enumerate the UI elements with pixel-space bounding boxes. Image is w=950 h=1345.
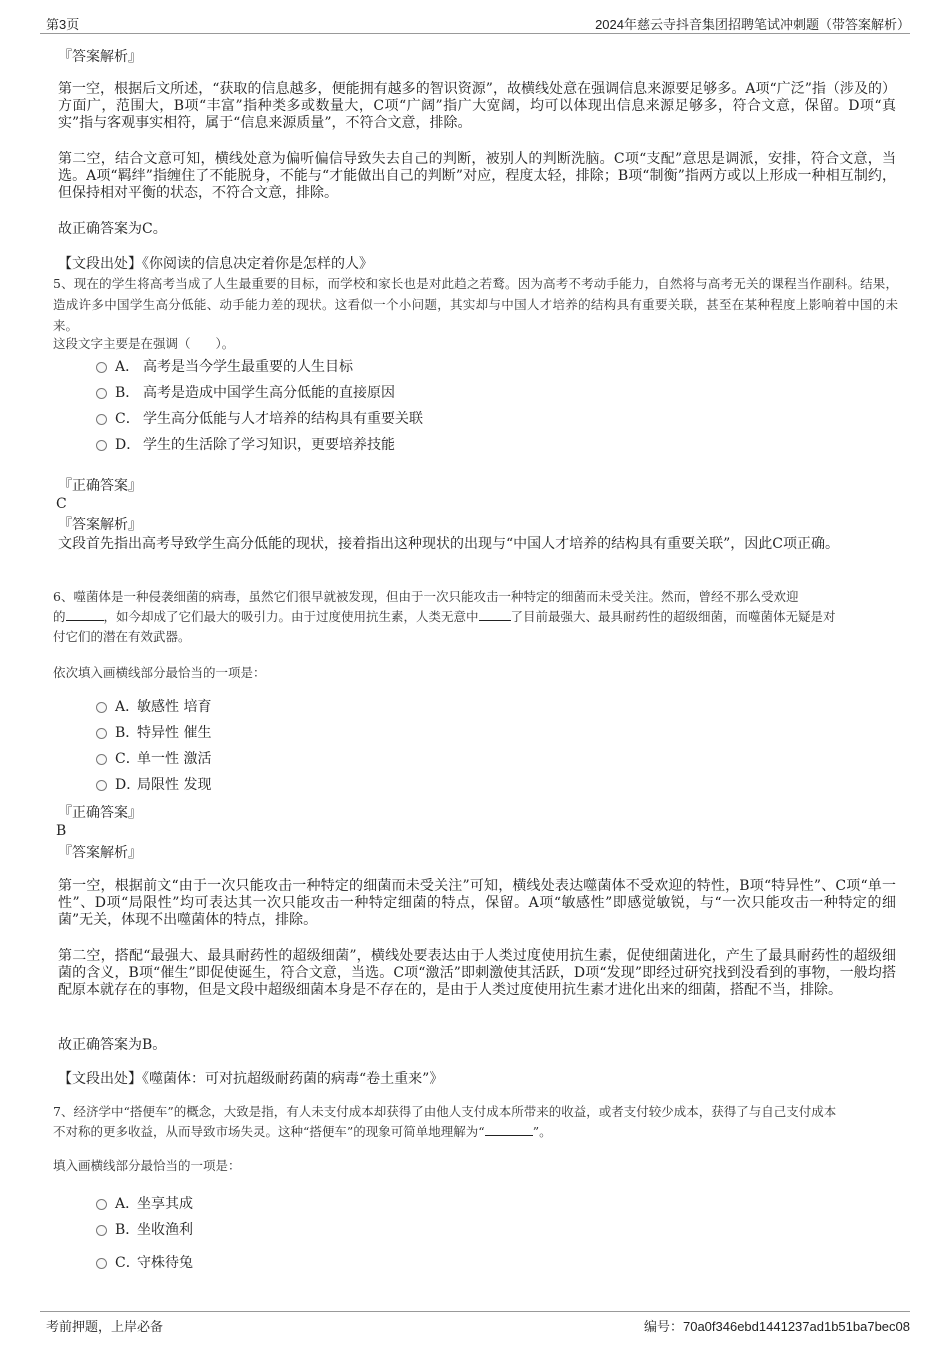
document-title: 2024年慈云寺抖音集团招聘笔试冲刺题（带答案解析） — [595, 17, 910, 32]
option-letter: C． — [115, 751, 140, 767]
option-d[interactable] — [96, 776, 211, 794]
radio-icon[interactable] — [96, 1199, 107, 1210]
option-d[interactable] — [96, 436, 395, 454]
document-code: 编号：70a0f346ebd1441237ad1b51ba7bec08 — [643, 1319, 910, 1334]
option-letter: D． — [115, 777, 141, 793]
conclusion: 故正确答案为B。 — [58, 1037, 167, 1053]
page-footer — [40, 1311, 910, 1334]
option-text: 守株待兔 — [137, 1255, 193, 1271]
option-letter: A． — [115, 359, 140, 375]
question-prompt: 填入画横线部分最恰当的一项是： — [53, 1158, 241, 1173]
option-letter: B． — [115, 385, 140, 401]
fill-blank — [485, 1123, 533, 1136]
radio-icon[interactable] — [96, 440, 107, 451]
analysis-paragraph: 文段首先指出高考导致学生高分低能的现状，接着指出这种现状的出现与“中国人才培养的结构具有重要关联”，因此C项正确。 — [58, 536, 840, 552]
page-header — [40, 0, 910, 34]
radio-icon[interactable] — [96, 780, 107, 791]
analysis-paragraph: 第二空，搭配“最强大、最具耐药性的超级细菌”，横线处要表达由于人类过度使用抗生素，促使细菌进化，产生了最具耐药性的超级细菌的含义，B项“催生”即促使诞生，符合文意，当选。C项“激活”即刺激使其活跃，D项“发现”即经过研究找到没看到的事物，一般均搭配原本就存在的事物，但是文段中超级细菌本身是不存在的，是由于人类过度使用抗生素才进化出来的细菌，搭配不当，排除。 — [58, 948, 896, 998]
analysis-paragraph: 第一空，根据后文所述，“获取的信息越多，便能拥有越多的智识资源”，故横线处意在强调信息来源要足够多。A项“广泛”指（涉及的）方面广，范围大，B项“丰富”指种类多或数量大，C项“广阔”指广大宽阔，均可以体现出信息来源足够多，符合文意，保留。D项“真实”指与客观事实相符，属于“信息来源质量”，不符合文意，排除。 — [58, 81, 896, 131]
radio-icon[interactable] — [96, 388, 107, 399]
radio-icon[interactable] — [96, 362, 107, 373]
analysis-paragraph: 第二空，结合文意可知，横线处意为偏听偏信导致失去自己的判断，被别人的判断洗脑。C项“支配”意思是调派，安排，符合文意，当选。A项“羁绊”指缠住了不能脱身，不能与“才能做出自己的判断”对应，程度太轻，排除；B项“制衡”指两方或以上形成一种相互制约，但保持相对平衡的状态，不符合文意，排除。 — [58, 151, 896, 201]
fill-blank — [479, 608, 511, 621]
option-letter: C． — [115, 411, 140, 427]
radio-icon[interactable] — [96, 754, 107, 765]
radio-icon[interactable] — [96, 1225, 107, 1236]
question-stem: 6、噬菌体是一种侵袭细菌的病毒，虽然它们很早就被发现，但由于一次只能攻击一种特定的细菌而未受关注。然而，曾经不那么受欢迎 — [53, 589, 799, 604]
option-text: 高考是当今学生最重要的人生目标 — [143, 359, 353, 375]
option-a[interactable] — [96, 358, 353, 376]
option-b[interactable] — [96, 724, 211, 742]
option-b[interactable] — [96, 384, 395, 402]
option-text: 学生的生活除了学习知识，更要培养技能 — [143, 437, 395, 453]
question-prompt: 依次填入画横线部分最恰当的一项是： — [53, 665, 266, 680]
option-text: 高考是造成中国学生高分低能的直接原因 — [143, 385, 395, 401]
option-letter: C． — [115, 1255, 140, 1271]
question-stem-line: 的 ，如今却成了它们最大的吸引力。由于过度使用抗生素，人类无意中 了目前最强大、最具耐药性的超级细菌，而噬菌体无疑是对 — [53, 609, 836, 624]
option-text: 学生高分低能与人才培养的结构具有重要关联 — [143, 411, 423, 427]
option-c[interactable] — [96, 1254, 193, 1272]
conclusion: 故正确答案为C。 — [58, 221, 167, 237]
correct-answer: C — [56, 496, 67, 512]
analysis-label: 『答案解析』 — [58, 517, 142, 533]
option-letter: B． — [115, 1222, 140, 1238]
radio-icon[interactable] — [96, 728, 107, 739]
page-number: 第3页 — [46, 17, 80, 32]
source-citation: 【文段出处】《你阅读的信息决定着你是怎样的人》 — [58, 256, 373, 272]
question-stem-line: 不对称的更多收益，从而导致市场失灵。这种“搭便车”的现象可简单地理解为“ ”。 — [53, 1124, 552, 1139]
analysis-label: 『答案解析』 — [58, 845, 142, 861]
answer-label: 『正确答案』 — [58, 478, 142, 494]
option-letter: A． — [115, 699, 140, 715]
footer-slogan: 考前押题，上岸必备 — [46, 1319, 164, 1334]
analysis-label: 『答案解析』 — [58, 49, 142, 65]
option-text: 局限性 发现 — [137, 777, 212, 793]
analysis-paragraph: 第一空，根据前文“由于一次只能攻击一种特定的细菌而未受关注”可知，横线处表达噬菌体不受欢迎的特性，B项“特异性”、C项“单一性”、D项“局限性”均可表达其一次只能攻击一种特定细菌的特点，保留。A项“敏感性”即感觉敏锐，与“一次只能攻击一种特定的细菌”无关，体现不出噬菌体的特点，排除。 — [58, 878, 896, 928]
option-letter: A． — [115, 1196, 140, 1212]
option-text: 敏感性 培育 — [137, 699, 212, 715]
correct-answer: B — [56, 823, 67, 839]
option-text: 坐享其成 — [137, 1196, 193, 1212]
source-citation: 【文段出处】《噬菌体：可对抗超级耐药菌的病毒“卷土重来”》 — [58, 1071, 444, 1087]
question-stem: 付它们的潜在有效武器。 — [53, 629, 191, 644]
option-c[interactable] — [96, 750, 211, 768]
option-letter: B． — [115, 725, 140, 741]
option-letter: D． — [115, 437, 141, 453]
radio-icon[interactable] — [96, 702, 107, 713]
radio-icon[interactable] — [96, 1258, 107, 1269]
question-prompt: 这段文字主要是在强调（ ）。 — [53, 336, 235, 351]
radio-icon[interactable] — [96, 414, 107, 425]
question-stem: 5、现在的学生将高考当成了人生最重要的目标，而学校和家长也是对此趋之若鹜。因为高考不考动手能力，自然将与高考无关的课程当作副科。结果，造成许多中国学生高分低能、动手能力差的现状。这看似一个小问题，其实却与中国人才培养的结构具有重要关联，甚至在某种程度上影响着中国的未来。 — [53, 276, 898, 333]
option-text: 单一性 激活 — [137, 751, 212, 767]
fill-blank — [66, 608, 104, 621]
answer-label: 『正确答案』 — [58, 805, 142, 821]
question-stem: 7、经济学中“搭便车”的概念，大致是指，有人未支付成本却获得了由他人支付成本所带来的收益，或者支付较少成本，获得了与自己支付成本 — [53, 1104, 837, 1119]
option-text: 特异性 催生 — [137, 725, 212, 741]
option-text: 坐收渔利 — [137, 1222, 193, 1238]
option-a[interactable] — [96, 1195, 193, 1213]
option-c[interactable] — [96, 410, 423, 428]
option-b[interactable] — [96, 1221, 193, 1239]
option-a[interactable] — [96, 698, 211, 716]
